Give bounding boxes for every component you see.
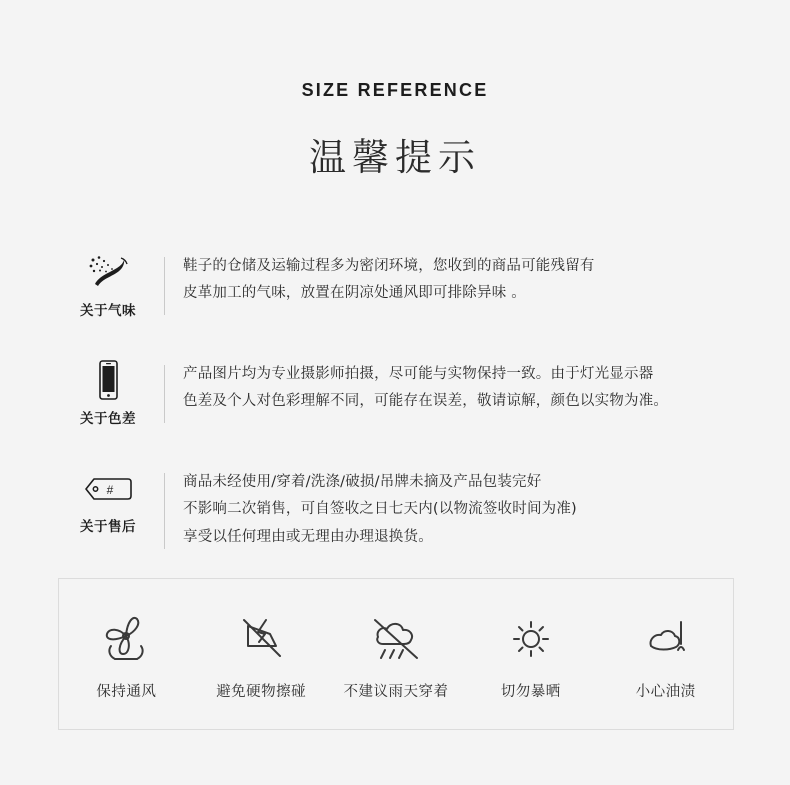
note-divider xyxy=(164,257,165,315)
oil-stain-icon xyxy=(598,608,733,670)
care-label: 切勿暴晒 xyxy=(500,683,561,700)
no-rain-icon xyxy=(329,608,464,670)
care-instructions-panel xyxy=(58,578,734,730)
care-item xyxy=(194,608,329,701)
note-row xyxy=(52,361,750,427)
no-sun-exposure-icon xyxy=(463,608,598,670)
page-title: 温馨提示 xyxy=(309,136,481,179)
care-label: 保持通风 xyxy=(96,683,157,700)
note-line: 商品未经使用/穿着/洗涤/破损/吊牌未摘及产品包装完好 xyxy=(183,474,542,490)
care-item xyxy=(59,608,194,701)
note-divider xyxy=(164,365,165,423)
price-tag-icon xyxy=(52,469,164,509)
care-label: 不建议雨天穿着 xyxy=(343,683,449,700)
fan-ventilation-icon xyxy=(59,608,194,670)
note-icon-column xyxy=(52,253,164,319)
note-line: 皮革加工的气味，放置在阴凉处通风即可排除异味 。 xyxy=(183,285,526,302)
care-label: 小心油渍 xyxy=(635,683,696,700)
note-label: 关于售后 xyxy=(80,519,136,535)
note-line: 色差及个人对色彩理解不同，可能存在误差，敬请谅解，颜色以实物为准。 xyxy=(183,393,669,410)
care-item xyxy=(463,608,598,701)
note-text xyxy=(183,469,750,553)
note-row xyxy=(52,469,750,553)
note-line: 鞋子的仓储及运输过程多为密闭环境，您收到的商品可能残留有 xyxy=(183,258,595,274)
note-icon-column xyxy=(52,361,164,427)
odor-smell-icon xyxy=(52,253,164,293)
note-row xyxy=(52,253,750,319)
note-divider xyxy=(164,473,165,549)
notes-list xyxy=(0,253,790,553)
note-text xyxy=(183,361,750,418)
care-item xyxy=(329,608,464,701)
note-line: 产品图片均为专业摄影师拍摄，尽可能与实物保持一致。由于灯光显示器 xyxy=(183,366,654,382)
note-icon-column xyxy=(52,469,164,535)
smartphone-screen-icon xyxy=(52,361,164,401)
no-hard-scratch-icon xyxy=(194,608,329,670)
note-label: 关于气味 xyxy=(80,303,136,319)
note-line: 不影响二次销售，可自签收之日七天内(以物流签收时间为准) xyxy=(183,501,577,518)
care-item xyxy=(598,608,733,701)
note-line: 享受以任何理由或无理由办理退换货。 xyxy=(183,528,433,545)
note-label: 关于色差 xyxy=(80,411,136,427)
care-label: 避免硬物擦碰 xyxy=(216,683,307,700)
note-text xyxy=(183,253,750,310)
svg-text:#: # xyxy=(106,483,114,497)
page-header xyxy=(0,0,790,181)
page-eyebrow-title: SIZE REFERENCE xyxy=(301,80,489,100)
